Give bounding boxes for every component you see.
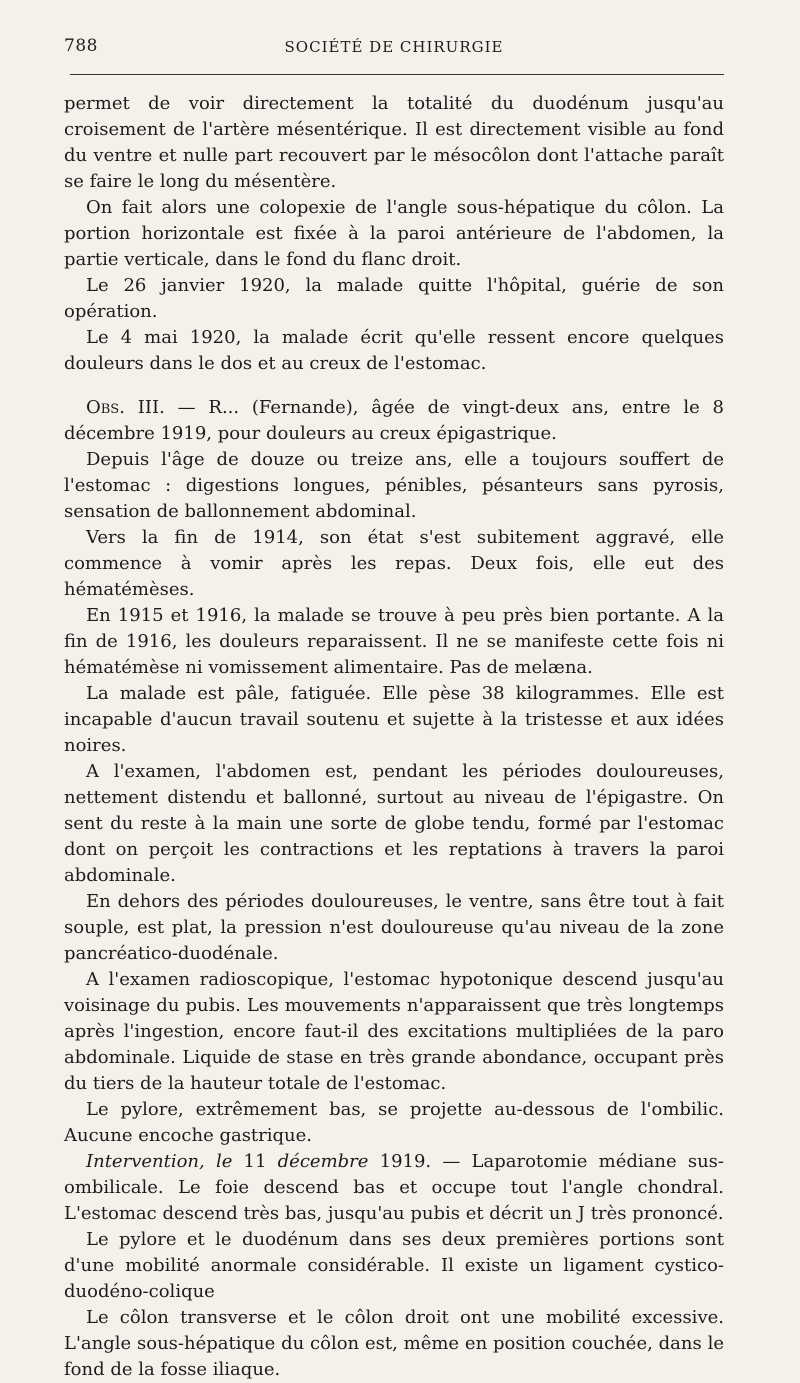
paragraph: Le 4 mai 1920, la malade écrit qu'elle ressent encore quelques douleurs dans le dos et au creux de l'estomac.: [64, 327, 724, 374]
paragraph: permet de voir directement la totalité du duodénum jusqu'au croisement de l'artère mésentérique. Il est directement visible au fond du ventre et nulle part recouvert par le mésocôlon dont l'attache paraît se faire le long du mésentère.: [64, 93, 724, 192]
page-number: 788: [64, 36, 98, 56]
paragraph: A l'examen radioscopique, l'estomac hypotonique descend jusqu'au voisinage du pubis. Les mouvements n'apparaissent que très longtemps après l'ingestion, encore faut-il des excitations multipliées de la paro abdominale. Liquide de stase en très grande abondance, occupant près du tiers de la hauteur totale de l'estomac.: [64, 969, 724, 1094]
body-text: [64, 91, 724, 1383]
paragraph: A l'examen, l'abdomen est, pendant les périodes douloureuses, nettement distendu et ballonné, surtout au niveau de l'épigastre. On sent du reste à la main une sorte de globe tendu, formé par l'estomac dont on perçoit les contractions et les reptations à travers la paroi abdominale.: [64, 761, 724, 886]
paragraph: Le côlon transverse et le côlon droit ont une mobilité excessive. L'angle sous-hépatique du côlon est, même en position couchée, dans le fond de la fosse iliaque.: [64, 1307, 724, 1380]
intervention-label: Intervention, le: [86, 1151, 233, 1172]
paragraph: En 1915 et 1916, la malade se trouve à peu près bien portante. A la fin de 1916, les douleurs reparaissent. Il ne se manifeste cette fois ni hématémèse ni vomissement alimentaire. Pas de melæna.: [64, 605, 724, 678]
paragraph: Le 26 janvier 1920, la malade quitte l'hôpital, guérie de son opération.: [64, 275, 724, 322]
document-page: [64, 30, 724, 1383]
observation-label: Obs. III.: [86, 397, 165, 418]
intervention-paragraph: [64, 1149, 724, 1227]
paragraph: Depuis l'âge de douze ou treize ans, elle a toujours souffert de l'estomac : digestions longues, pénibles, pésanteurs sans pyrosis, sensation de ballonnement abdominal.: [64, 449, 724, 522]
intervention-day: 11: [232, 1151, 278, 1172]
intervention-month: décembre: [277, 1151, 369, 1172]
observation-heading-paragraph: [64, 395, 724, 447]
paragraph: On fait alors une colopexie de l'angle sous-hépatique du côlon. La portion horizontale est fixée à la paroi antérieure de l'abdomen, la partie verticale, dans le fond du flanc droit.: [64, 197, 724, 270]
observation-text: — R... (Fernande), âgée de vingt-deux ans, entre le 8 décembre 1919, pour douleurs au creux épigastrique.: [64, 397, 724, 444]
page-header: [64, 30, 724, 64]
header-rule: [70, 74, 724, 75]
intervention-text: 1919. — Laparotomie médiane sus-ombilicale. Le foie descend bas et occupe tout l'angle chondral. L'estomac descend très bas, jusqu'au pubis et décrit un J très prononcé.: [64, 1151, 724, 1224]
paragraph: Vers la fin de 1914, son état s'est subitement aggravé, elle commence à vomir après les repas. Deux fois, elle eut des hématémèses.: [64, 527, 724, 600]
paragraph: Le pylore et le duodénum dans ses deux premières portions sont d'une mobilité anormale considérable. Il existe un ligament cystico-duodéno-colique: [64, 1229, 724, 1302]
paragraph: La malade est pâle, fatiguée. Elle pèse 38 kilogrammes. Elle est incapable d'aucun travail soutenu et sujette à la tristesse et aux idées noires.: [64, 683, 724, 756]
paragraph: Le pylore, extrêmement bas, se projette au-dessous de l'ombilic. Aucune encoche gastrique.: [64, 1099, 724, 1146]
running-title: SOCIÉTÉ DE CHIRURGIE: [284, 38, 504, 56]
paragraph: En dehors des périodes douloureuses, le ventre, sans être tout à fait souple, est plat, la pression n'est douloureuse qu'au niveau de la zone pancréatico-duodénale.: [64, 891, 724, 964]
